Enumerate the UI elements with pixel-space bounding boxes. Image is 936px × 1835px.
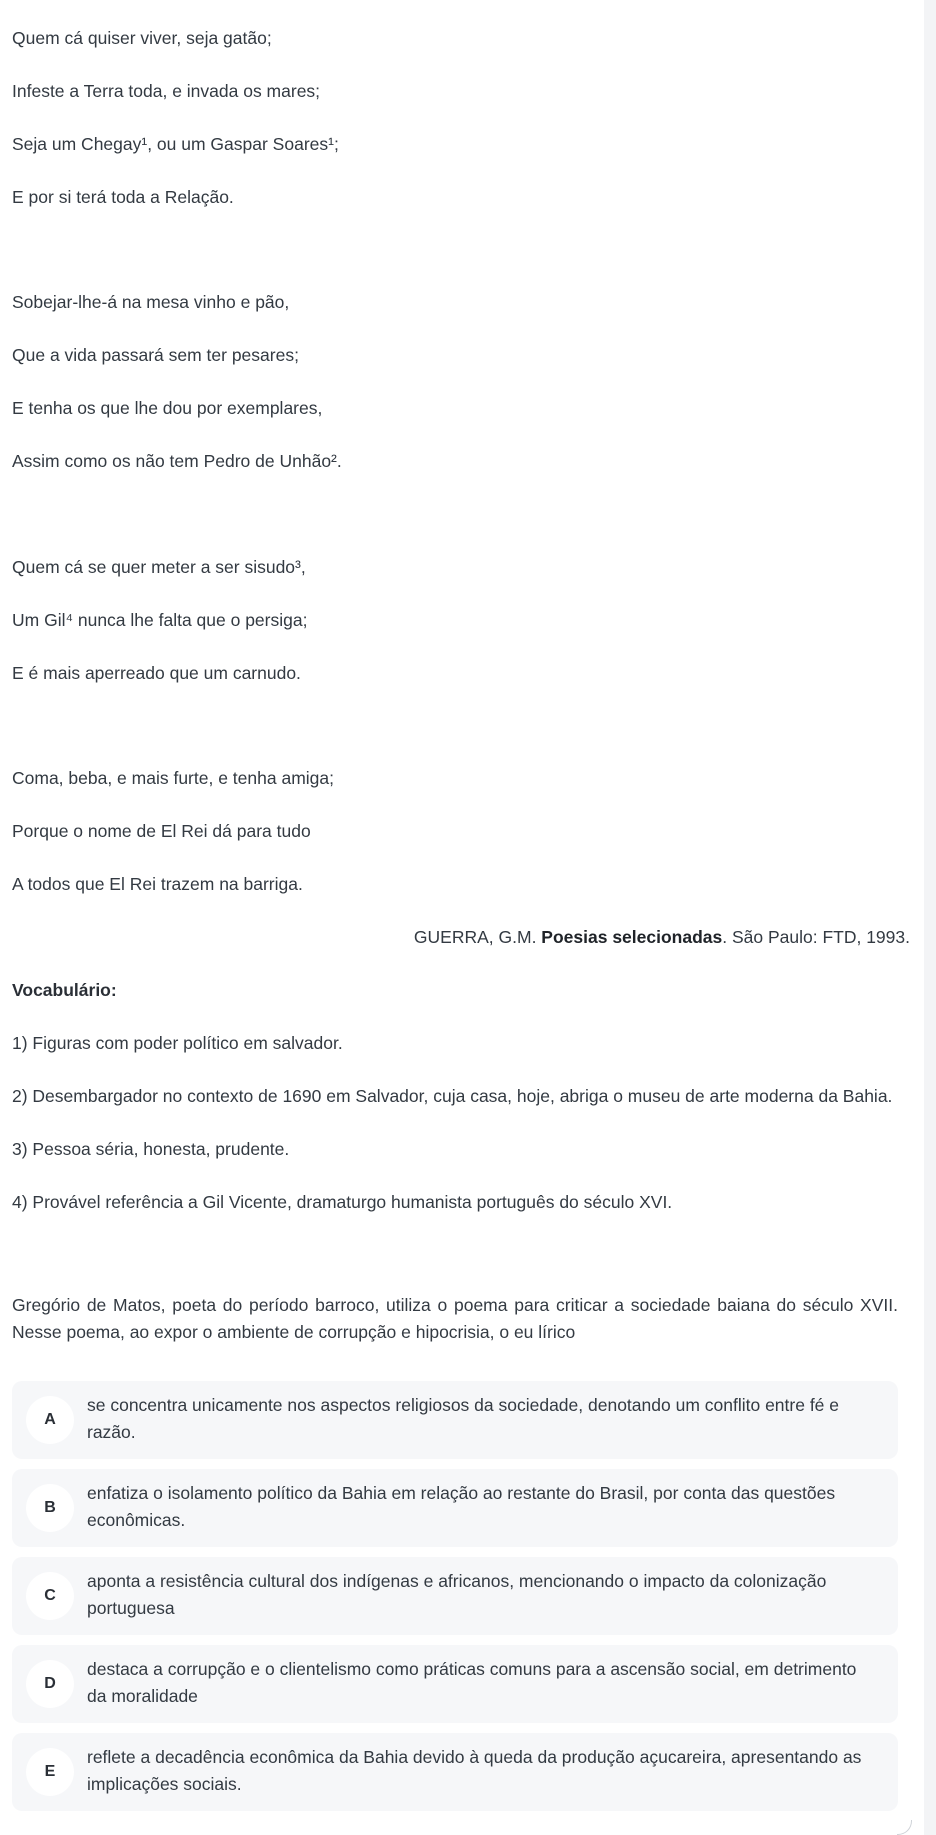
poem-line: Coma, beba, e mais furte, e tenha amiga;	[12, 768, 334, 788]
vocabulary-item: 4) Provável referência a Gil Vicente, dramaturgo humanista português do século XVI.	[12, 1192, 673, 1212]
option-text: reflete a decadência econômica da Bahia devido à queda da produção açucareira, apresentando as implicações sociais.	[87, 1747, 862, 1794]
poem-line: Quem cá se quer meter a ser sisudo³,	[12, 557, 306, 577]
option-text: aponta a resistência cultural dos indígenas e africanos, mencionando o impacto da colonização portuguesa	[87, 1571, 827, 1618]
option-letter: B	[26, 1484, 74, 1532]
source-title: Poesias selecionadas	[541, 927, 723, 947]
poem-line: E é mais aperreado que um carnudo.	[12, 663, 301, 683]
option-text: destaca a corrupção e o clientelismo como práticas comuns para a ascensão social, em detrimento da moralidade	[87, 1659, 857, 1706]
option-c[interactable]	[12, 1557, 898, 1635]
option-letter: A	[26, 1396, 74, 1444]
option-letter: D	[26, 1660, 74, 1708]
option-d[interactable]	[12, 1645, 898, 1723]
poem-line: E tenha os que lhe dou por exemplares,	[12, 398, 323, 418]
vertical-scrollbar[interactable]	[924, 0, 936, 1835]
poem-line: Quem cá quiser viver, seja gatão;	[12, 28, 272, 48]
poem-line: Seja um Chegay¹, ou um Gaspar Soares¹;	[12, 134, 339, 154]
option-b[interactable]	[12, 1469, 898, 1547]
vocabulary-item: 3) Pessoa séria, honesta, prudente.	[12, 1139, 290, 1159]
question-statement: Gregório de Matos, poeta do período barroco, utiliza o poema para criticar a sociedade baiana do século XVII. Nesse poema, ao expor o ambiente de corrupção e hipocrisia, o eu lírico	[12, 1295, 898, 1342]
vocabulary-item: 2) Desembargador no contexto de 1690 em Salvador, cuja casa, hoje, abriga o museu de arte moderna da Bahia.	[12, 1086, 893, 1106]
poem-line: Que a vida passará sem ter pesares;	[12, 345, 299, 365]
option-e[interactable]	[12, 1733, 898, 1811]
poem-line: Um Gil⁴ nunca lhe falta que o persiga;	[12, 610, 308, 630]
source-prefix: GUERRA, G.M.	[413, 927, 542, 947]
option-letter: E	[26, 1748, 74, 1796]
poem-line: Sobejar-lhe-á na mesa vinho e pão,	[12, 292, 290, 312]
poem-line: Assim como os não tem Pedro de Unhão².	[12, 451, 342, 471]
option-text: se concentra unicamente nos aspectos religiosos da sociedade, denotando um conflito entre fé e razão.	[87, 1395, 840, 1442]
poem-line: E por si terá toda a Relação.	[12, 187, 234, 207]
poem-line: Infeste a Terra toda, e invada os mares;	[12, 81, 321, 101]
option-letter: C	[26, 1572, 74, 1620]
source-suffix: . São Paulo: FTD, 1993.	[722, 927, 910, 947]
option-text: enfatiza o isolamento político da Bahia em relação ao restante do Brasil, por conta das questões econômicas.	[87, 1483, 836, 1530]
vocabulary-title: Vocabulário:	[12, 980, 117, 1000]
option-a[interactable]	[12, 1381, 898, 1459]
poem-line: A todos que El Rei trazem na barriga.	[12, 874, 303, 894]
page-corner	[897, 1820, 912, 1835]
poem-source	[414, 925, 910, 949]
vocabulary-item: 1) Figuras com poder político em salvador.	[12, 1033, 343, 1053]
poem-line: Porque o nome de El Rei dá para tudo	[12, 821, 311, 841]
